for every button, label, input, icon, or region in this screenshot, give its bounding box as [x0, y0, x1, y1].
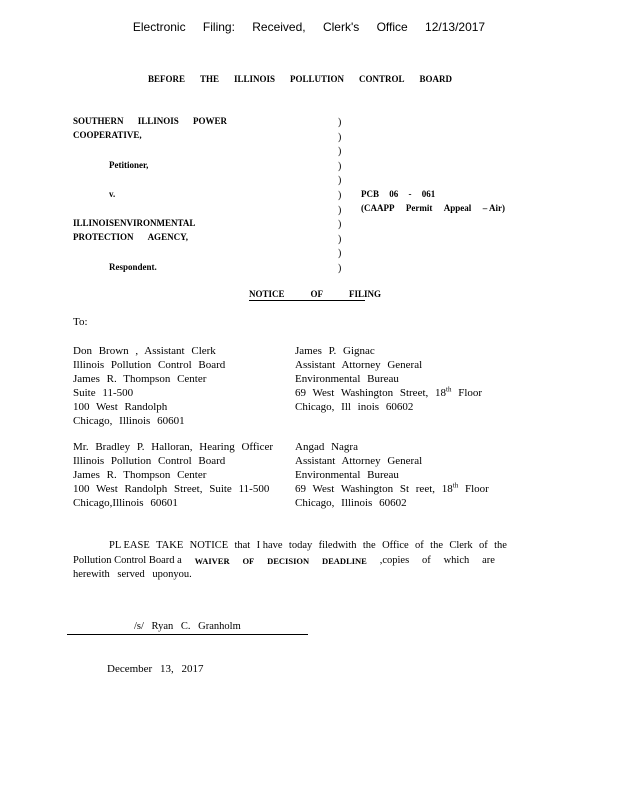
respondent-role: Respondent. — [109, 262, 157, 272]
notice-body-line: herewith served uponyou. — [73, 569, 192, 580]
board-title-word: CONTROL — [358, 74, 405, 84]
document-title-word: DECISION — [267, 555, 310, 566]
petitioner-name-line1: SOUTHERN ILLINOIS POWER — [73, 116, 227, 126]
recipient-address-block: Angad Nagra Assistant Attorney General Environmental Bureau 69 West Washington St reet, 18th Floor Chicago, Illinois 60602 — [295, 441, 489, 509]
notice-body-line: PL EASE TAKE NOTICE that I have today filedwith the Office of the Clerk of the — [109, 540, 507, 551]
signature: /s/ Ryan C. Granholm — [134, 621, 241, 632]
filing-stamp: Electronic Filing: Received, Clerk's Office 12/13/2017 — [132, 20, 486, 34]
document-title-word: WAIVER — [194, 555, 230, 566]
case-number: PCB 06 - 061 — [361, 189, 436, 199]
case-type: (CAAPP Permit Appeal – Air) — [361, 203, 505, 213]
signature-line — [67, 634, 308, 635]
board-title-word: THE — [199, 74, 219, 84]
notice-body-line: Pollution Control Board a WAIVER OF DECISION DEADLINE ,copies of which are — [73, 554, 495, 569]
recipient-address-block: James P. Gignac Assistant Attorney General Environmental Bureau 69 West Washington Street, 18th Floor Chicago, Ill inois 60602 — [295, 345, 483, 413]
board-title-word: BEFORE — [148, 74, 186, 84]
board-title-word: POLLUTION — [289, 74, 344, 84]
petitioner-role: Petitioner, — [109, 160, 149, 170]
caption-parenthesis-column: ) ) ) ) ) ) ) ) ) ) ) — [338, 117, 342, 274]
board-title-word: ILLINOIS — [233, 74, 275, 84]
recipient-address-block: Don Brown , Assistant Clerk Illinois Pollution Control Board James R. Thompson Center Suite 11-500 100 West Randolph Chicago, Illinois 60601 — [73, 345, 226, 427]
document-title-word: OF — [242, 555, 255, 566]
board-title-word: BOARD — [419, 74, 452, 84]
document-title-word: DEADLINE — [321, 555, 367, 566]
respondent-name-line1: ILLINOIS ENVIRONMENTAL — [73, 218, 196, 228]
board-title — [148, 74, 452, 84]
filing-date: December 13, 2017 — [107, 663, 204, 675]
petitioner-name-line2: COOPERATIVE, — [73, 130, 142, 140]
to-label: To: — [73, 316, 88, 328]
respondent-name-line2: PROTECTION AGENCY, — [73, 232, 188, 242]
recipient-address-block: Mr. Bradley P. Halloran, Hearing Officer Illinois Pollution Control Board James R. Thompson Center 100 West Randolph Street, Suite 11-500 Chicago,Illinois 60601 — [73, 441, 274, 509]
notice-body-paragraph — [73, 539, 507, 583]
notice-of-filing-heading: NOTICE OF FILING — [249, 289, 382, 299]
versus-label: v. — [109, 189, 116, 199]
